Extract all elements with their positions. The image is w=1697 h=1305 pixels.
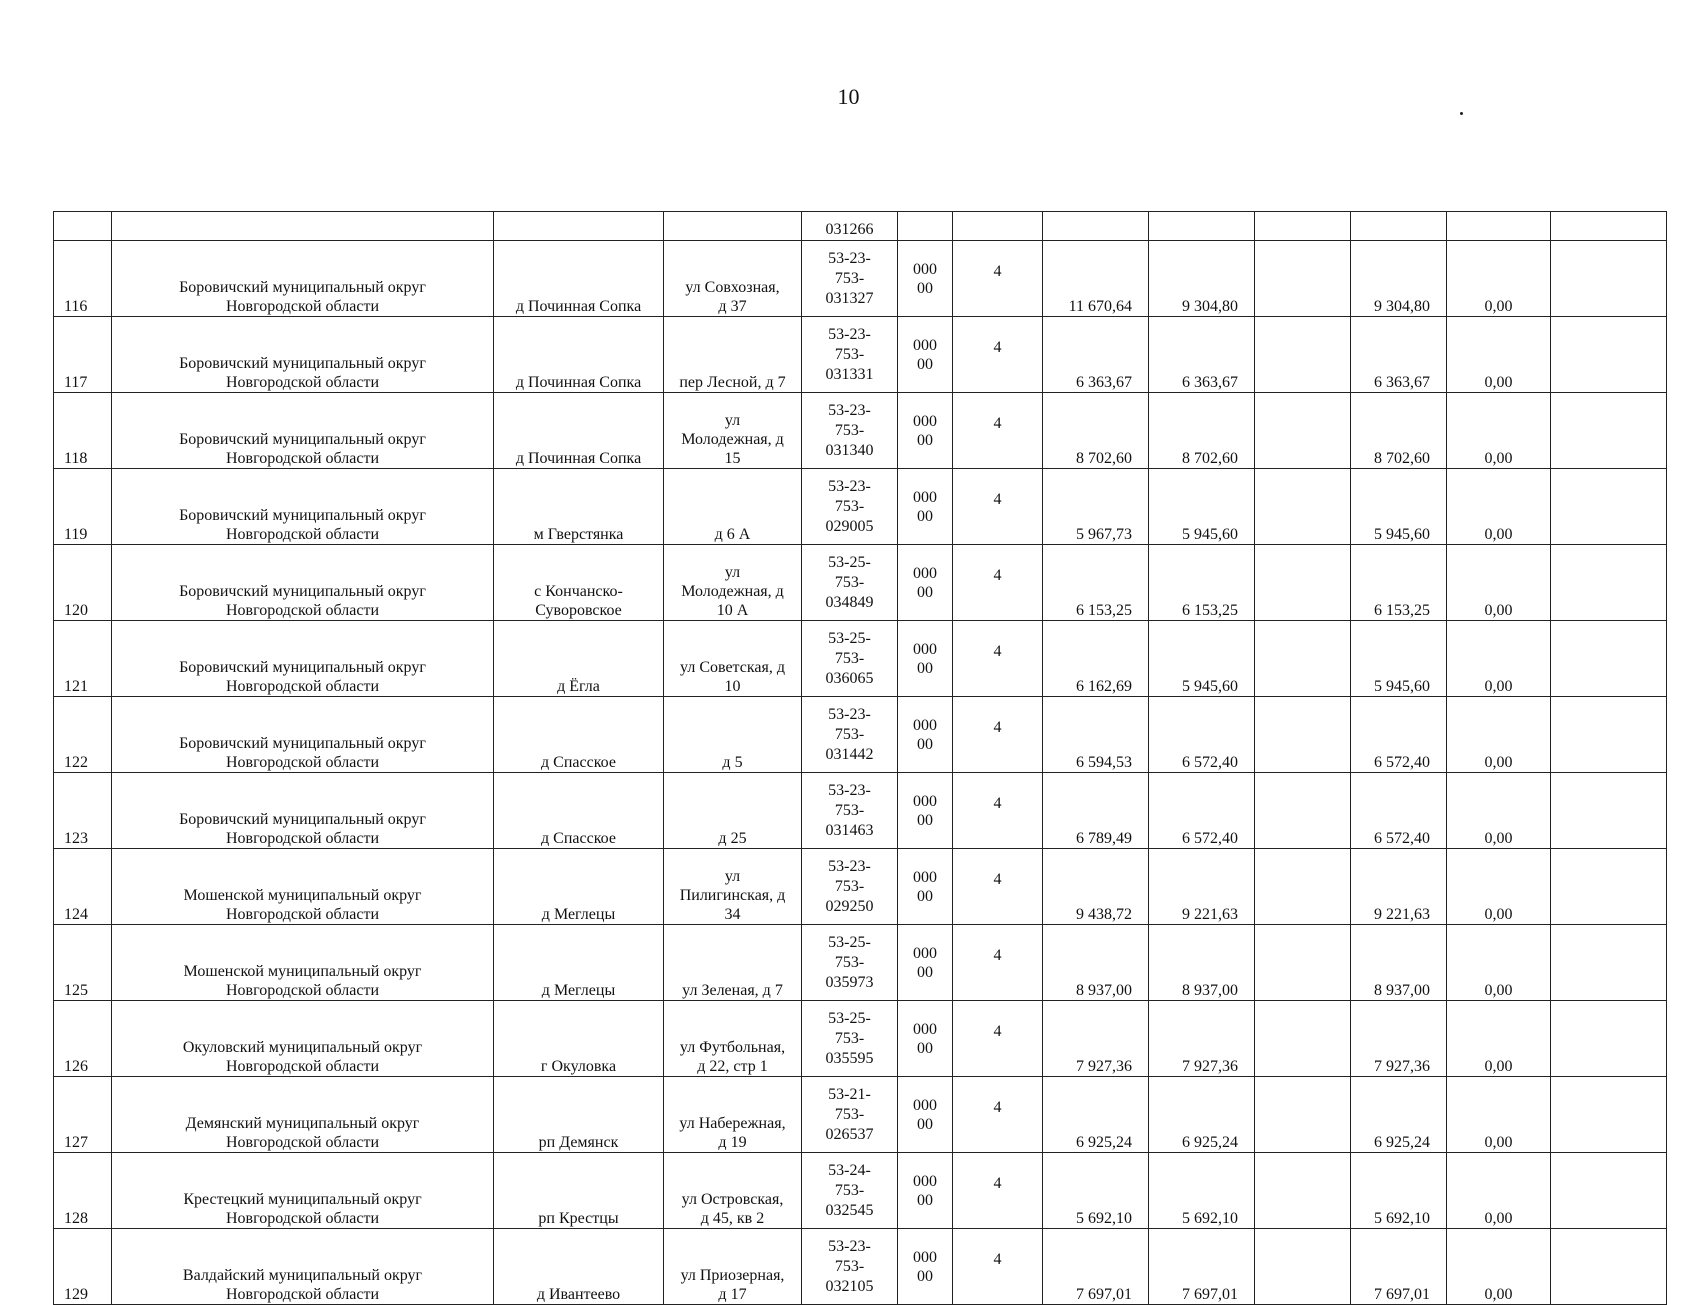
code-cell: 53-23- 753- 031327 — [802, 241, 898, 317]
row-number-cell: 128 — [54, 1153, 112, 1229]
amount-cell: 9 438,72 — [1043, 849, 1149, 925]
sub-code-cell: 000 00 — [898, 545, 953, 621]
class-cell: 4 — [953, 1077, 1043, 1153]
settlement-cell: д Спасское — [494, 773, 664, 849]
settlement-cell: д Починная Сопка — [494, 241, 664, 317]
empty-cell — [1551, 317, 1667, 393]
class-cell: 4 — [953, 1001, 1043, 1077]
amount-cell: 11 670,64 — [1043, 241, 1149, 317]
amount-cell: 6 925,24 — [1043, 1077, 1149, 1153]
row-number-cell — [54, 212, 112, 241]
amount-cell: 8 937,00 — [1149, 925, 1255, 1001]
municipality-cell: Боровичский муниципальный округ Новгородской области — [112, 773, 494, 849]
amount-cell: 8 937,00 — [1043, 925, 1149, 1001]
value-cell — [1551, 212, 1667, 241]
address-cell — [664, 212, 802, 241]
amount-cell: 6 363,67 — [1351, 317, 1447, 393]
sub-code-cell: 000 00 — [898, 1153, 953, 1229]
amount-cell — [1255, 1153, 1351, 1229]
amount-cell: 6 594,53 — [1043, 697, 1149, 773]
settlement-cell: рп Демянск — [494, 1077, 664, 1153]
settlement-cell: д Ёгла — [494, 621, 664, 697]
code-cell: 031266 — [802, 212, 898, 241]
amount-cell: 6 925,24 — [1149, 1077, 1255, 1153]
municipality-cell: Боровичский муниципальный округ Новгородской области — [112, 393, 494, 469]
amount-cell: 6 153,25 — [1149, 545, 1255, 621]
amount-cell: 6 572,40 — [1149, 773, 1255, 849]
balance-cell: 0,00 — [1447, 1077, 1551, 1153]
code-cell: 53-23- 753- 029005 — [802, 469, 898, 545]
code-cell: 53-25- 753- 036065 — [802, 621, 898, 697]
amount-cell — [1255, 393, 1351, 469]
class-cell: 4 — [953, 621, 1043, 697]
settlement-cell: м Гверстянка — [494, 469, 664, 545]
address-cell: ул Приозерная, д 17 — [664, 1229, 802, 1305]
address-cell: ул Пилигинская, д 34 — [664, 849, 802, 925]
municipality-cell: Боровичский муниципальный округ Новгородской области — [112, 697, 494, 773]
row-number-cell: 129 — [54, 1229, 112, 1305]
amount-cell: 8 702,60 — [1149, 393, 1255, 469]
table-row — [54, 317, 1667, 393]
code-cell: 53-23- 753- 031442 — [802, 697, 898, 773]
amount-cell: 6 572,40 — [1149, 697, 1255, 773]
table-row — [54, 1229, 1667, 1305]
empty-cell — [1551, 697, 1667, 773]
amount-cell: 6 363,67 — [1149, 317, 1255, 393]
class-cell: 4 — [953, 469, 1043, 545]
amount-cell: 5 692,10 — [1351, 1153, 1447, 1229]
municipality-cell: Демянский муниципальный округ Новгородской области — [112, 1077, 494, 1153]
municipality-cell: Крестецкий муниципальный округ Новгородской области — [112, 1153, 494, 1229]
table-row — [54, 212, 1667, 241]
address-cell: д 25 — [664, 773, 802, 849]
page-number: 10 — [837, 84, 860, 109]
settlement-cell: д Меглецы — [494, 925, 664, 1001]
row-number-cell: 122 — [54, 697, 112, 773]
municipality-cell: Боровичский муниципальный округ Новгородской области — [112, 469, 494, 545]
amount-cell: 8 937,00 — [1351, 925, 1447, 1001]
class-cell: 4 — [953, 545, 1043, 621]
amount-cell: 5 945,60 — [1149, 469, 1255, 545]
class-cell: 4 — [953, 849, 1043, 925]
empty-cell — [1551, 773, 1667, 849]
table-row — [54, 393, 1667, 469]
value-cell — [1447, 212, 1551, 241]
amount-cell: 7 927,36 — [1351, 1001, 1447, 1077]
amount-cell: 6 572,40 — [1351, 697, 1447, 773]
amount-cell: 6 572,40 — [1351, 773, 1447, 849]
class-cell: 4 — [953, 925, 1043, 1001]
code-cell: 53-21- 753- 026537 — [802, 1077, 898, 1153]
table-row — [54, 241, 1667, 317]
amount-cell: 5 692,10 — [1043, 1153, 1149, 1229]
balance-cell: 0,00 — [1447, 697, 1551, 773]
sub-code-cell: 000 00 — [898, 849, 953, 925]
row-number-cell: 125 — [54, 925, 112, 1001]
address-cell: ул Набережная, д 19 — [664, 1077, 802, 1153]
municipality-cell: Боровичский муниципальный округ Новгородской области — [112, 317, 494, 393]
amount-cell: 5 967,73 — [1043, 469, 1149, 545]
balance-cell: 0,00 — [1447, 393, 1551, 469]
value-cell — [1255, 212, 1351, 241]
settlement-cell: д Починная Сопка — [494, 393, 664, 469]
amount-cell: 7 697,01 — [1043, 1229, 1149, 1305]
empty-cell — [1551, 1001, 1667, 1077]
code-cell: 53-23- 753- 031463 — [802, 773, 898, 849]
amount-cell: 6 925,24 — [1351, 1077, 1447, 1153]
municipality-cell: Боровичский муниципальный округ Новгородской области — [112, 621, 494, 697]
amount-cell: 6 153,25 — [1043, 545, 1149, 621]
balance-cell: 0,00 — [1447, 241, 1551, 317]
amount-cell: 8 702,60 — [1043, 393, 1149, 469]
amount-cell: 9 221,63 — [1351, 849, 1447, 925]
amount-cell: 6 789,49 — [1043, 773, 1149, 849]
municipality-cell — [112, 212, 494, 241]
row-number-cell: 117 — [54, 317, 112, 393]
settlement-cell: д Починная Сопка — [494, 317, 664, 393]
value-cell — [1043, 212, 1149, 241]
address-cell: д 5 — [664, 697, 802, 773]
data-table — [53, 211, 1667, 1305]
empty-cell — [1551, 1077, 1667, 1153]
table-row — [54, 925, 1667, 1001]
address-cell: ул Советская, д 10 — [664, 621, 802, 697]
settlement-cell: д Меглецы — [494, 849, 664, 925]
amount-cell: 7 927,36 — [1043, 1001, 1149, 1077]
amount-cell — [1255, 317, 1351, 393]
amount-cell: 5 945,60 — [1149, 621, 1255, 697]
balance-cell: 0,00 — [1447, 1153, 1551, 1229]
municipality-cell: Боровичский муниципальный округ Новгородской области — [112, 241, 494, 317]
balance-cell: 0,00 — [1447, 925, 1551, 1001]
code-cell: 53-23- 753- 031331 — [802, 317, 898, 393]
sub-code-cell: 000 00 — [898, 469, 953, 545]
code-cell: 53-23- 753- 032105 — [802, 1229, 898, 1305]
empty-cell — [1551, 1229, 1667, 1305]
balance-cell: 0,00 — [1447, 317, 1551, 393]
balance-cell: 0,00 — [1447, 545, 1551, 621]
address-cell: ул Молодежная, д 15 — [664, 393, 802, 469]
settlement-cell — [494, 212, 664, 241]
amount-cell — [1255, 849, 1351, 925]
municipality-cell: Мошенской муниципальный округ Новгородской области — [112, 925, 494, 1001]
sub-code-cell: 000 00 — [898, 925, 953, 1001]
municipality-cell: Валдайский муниципальный округ Новгородской области — [112, 1229, 494, 1305]
address-cell: ул Совхозная, д 37 — [664, 241, 802, 317]
settlement-cell: д Спасское — [494, 697, 664, 773]
amount-cell: 6 162,69 — [1043, 621, 1149, 697]
amount-cell — [1255, 1077, 1351, 1153]
table-row — [54, 1153, 1667, 1229]
amount-cell: 7 697,01 — [1351, 1229, 1447, 1305]
row-number-cell: 127 — [54, 1077, 112, 1153]
amount-cell: 7 697,01 — [1149, 1229, 1255, 1305]
address-cell: ул Зеленая, д 7 — [664, 925, 802, 1001]
table-row — [54, 773, 1667, 849]
amount-cell — [1255, 241, 1351, 317]
amount-cell: 9 304,80 — [1149, 241, 1255, 317]
row-number-cell: 120 — [54, 545, 112, 621]
sub-code-cell: 000 00 — [898, 1229, 953, 1305]
table-row — [54, 1077, 1667, 1153]
amount-cell: 5 692,10 — [1149, 1153, 1255, 1229]
class-cell: 4 — [953, 697, 1043, 773]
empty-cell — [1551, 849, 1667, 925]
sub-code-cell: 000 00 — [898, 241, 953, 317]
balance-cell: 0,00 — [1447, 1229, 1551, 1305]
sub-code-cell: 000 00 — [898, 773, 953, 849]
balance-cell: 0,00 — [1447, 469, 1551, 545]
settlement-cell: с Кончанско- Суворовское — [494, 545, 664, 621]
empty-cell — [1551, 469, 1667, 545]
amount-cell — [1255, 469, 1351, 545]
address-cell: д 6 А — [664, 469, 802, 545]
row-number-cell: 124 — [54, 849, 112, 925]
row-number-cell: 123 — [54, 773, 112, 849]
class-cell: 4 — [953, 241, 1043, 317]
class-cell: 4 — [953, 393, 1043, 469]
sub-code-cell: 000 00 — [898, 393, 953, 469]
class-cell: 4 — [953, 1153, 1043, 1229]
value-cell — [1149, 212, 1255, 241]
amount-cell: 9 304,80 — [1351, 241, 1447, 317]
empty-cell — [1551, 925, 1667, 1001]
settlement-cell: г Окуловка — [494, 1001, 664, 1077]
code-cell: 53-25- 753- 035595 — [802, 1001, 898, 1077]
class-cell: 4 — [953, 1229, 1043, 1305]
amount-cell — [1255, 1229, 1351, 1305]
empty-cell — [1551, 241, 1667, 317]
settlement-cell: д Ивантеево — [494, 1229, 664, 1305]
balance-cell: 0,00 — [1447, 1001, 1551, 1077]
sub-code-cell: 000 00 — [898, 317, 953, 393]
code-cell: 53-23- 753- 029250 — [802, 849, 898, 925]
address-cell: ул Футбольная, д 22, стр 1 — [664, 1001, 802, 1077]
sub-code-cell — [898, 212, 953, 241]
table-row — [54, 697, 1667, 773]
balance-cell: 0,00 — [1447, 621, 1551, 697]
table-row — [54, 621, 1667, 697]
row-number-cell: 126 — [54, 1001, 112, 1077]
table-row — [54, 545, 1667, 621]
table-row — [54, 469, 1667, 545]
row-number-cell: 116 — [54, 241, 112, 317]
empty-cell — [1551, 393, 1667, 469]
balance-cell: 0,00 — [1447, 849, 1551, 925]
sub-code-cell: 000 00 — [898, 697, 953, 773]
amount-cell — [1255, 621, 1351, 697]
amount-cell: 5 945,60 — [1351, 469, 1447, 545]
balance-cell: 0,00 — [1447, 773, 1551, 849]
sub-code-cell: 000 00 — [898, 1077, 953, 1153]
municipality-cell: Окуловский муниципальный округ Новгородской области — [112, 1001, 494, 1077]
code-cell: 53-23- 753- 031340 — [802, 393, 898, 469]
sub-code-cell: 000 00 — [898, 1001, 953, 1077]
address-cell: ул Островская, д 45, кв 2 — [664, 1153, 802, 1229]
empty-cell — [1551, 545, 1667, 621]
amount-cell: 9 221,63 — [1149, 849, 1255, 925]
empty-cell — [1551, 621, 1667, 697]
sub-code-cell: 000 00 — [898, 621, 953, 697]
municipality-cell: Боровичский муниципальный округ Новгородской области — [112, 545, 494, 621]
amount-cell — [1255, 1001, 1351, 1077]
code-cell: 53-24- 753- 032545 — [802, 1153, 898, 1229]
amount-cell — [1255, 773, 1351, 849]
table-row — [54, 849, 1667, 925]
scan-speck — [1460, 112, 1463, 115]
municipality-cell: Мошенской муниципальный округ Новгородской области — [112, 849, 494, 925]
amount-cell — [1255, 697, 1351, 773]
amount-cell: 8 702,60 — [1351, 393, 1447, 469]
row-number-cell: 118 — [54, 393, 112, 469]
amount-cell — [1255, 925, 1351, 1001]
row-number-cell: 121 — [54, 621, 112, 697]
class-cell: 4 — [953, 317, 1043, 393]
address-cell: пер Лесной, д 7 — [664, 317, 802, 393]
value-cell — [1351, 212, 1447, 241]
code-cell: 53-25- 753- 035973 — [802, 925, 898, 1001]
class-cell — [953, 212, 1043, 241]
amount-cell: 6 153,25 — [1351, 545, 1447, 621]
amount-cell — [1255, 545, 1351, 621]
empty-cell — [1551, 1153, 1667, 1229]
row-number-cell: 119 — [54, 469, 112, 545]
settlement-cell: рп Крестцы — [494, 1153, 664, 1229]
table-row — [54, 1001, 1667, 1077]
address-cell: ул Молодежная, д 10 А — [664, 545, 802, 621]
code-cell: 53-25- 753- 034849 — [802, 545, 898, 621]
class-cell: 4 — [953, 773, 1043, 849]
amount-cell: 6 363,67 — [1043, 317, 1149, 393]
amount-cell: 5 945,60 — [1351, 621, 1447, 697]
amount-cell: 7 927,36 — [1149, 1001, 1255, 1077]
